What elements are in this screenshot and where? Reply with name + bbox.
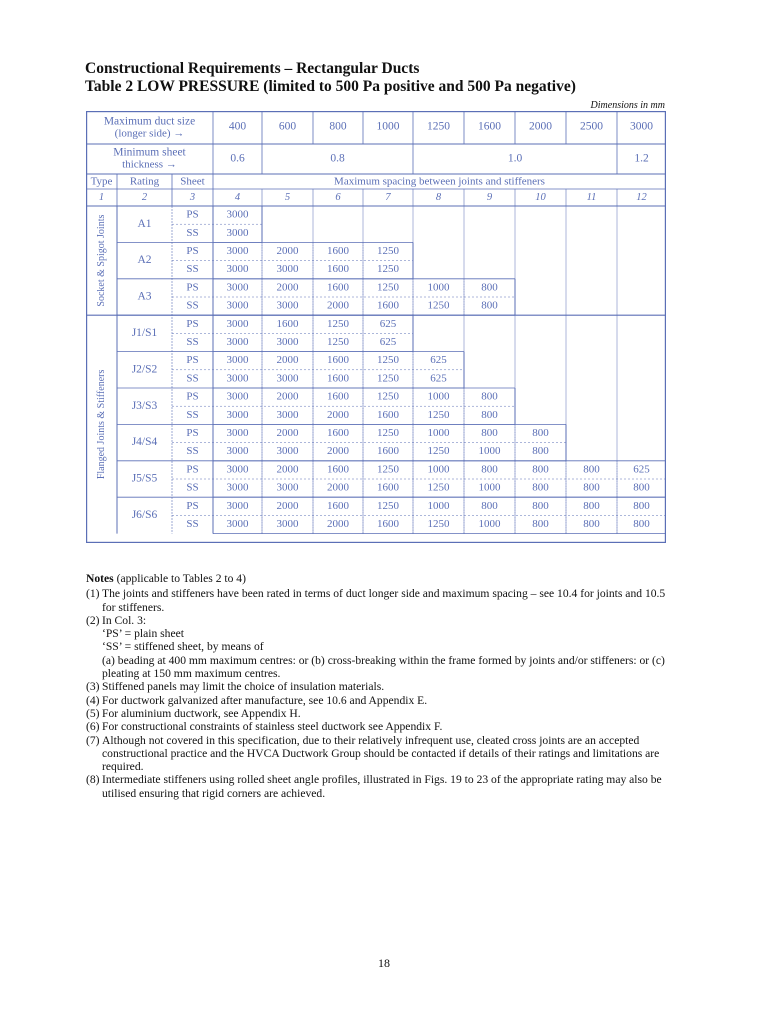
rating-label: A3	[137, 290, 152, 303]
spacing-value-cell: 3000	[226, 445, 249, 458]
sheet-type-cell: SS	[186, 263, 199, 276]
sheet-type-cell: PS	[186, 354, 199, 367]
spacing-value-cell: 800	[532, 499, 549, 512]
notes-list	[86, 587, 666, 800]
spacing-value-cell: 1600	[327, 463, 349, 476]
duct-size-header: 600	[278, 120, 297, 133]
spacing-value-cell: 3000	[276, 336, 299, 349]
note-item	[86, 734, 666, 774]
spacing-value-cell: 3000	[226, 481, 249, 494]
spacing-value-cell: 1000	[427, 499, 450, 512]
note-number: (5)	[86, 706, 100, 720]
spacing-value-cell: 1600	[276, 317, 299, 330]
spacing-value-cell: 3000	[226, 226, 249, 239]
spacing-value-cell: 1000	[427, 390, 450, 403]
notes-heading-bold: Notes	[86, 572, 114, 585]
rating-label: J6/S6	[131, 509, 158, 522]
rating-header: Rating	[129, 175, 160, 188]
spacing-value-cell: 3000	[276, 408, 299, 421]
sheet-type-cell: SS	[186, 226, 199, 239]
rating-label: J4/S4	[131, 436, 158, 449]
dimensions-note: Dimensions in mm	[590, 100, 665, 111]
column-number: 2	[141, 191, 148, 203]
spacing-value-cell: 1250	[377, 372, 399, 385]
spacing-value-cell: 2000	[327, 299, 349, 312]
note-item	[86, 694, 666, 707]
spacing-value-cell: 3000	[276, 445, 299, 458]
spacing-value-cell: 3000	[276, 299, 299, 312]
note-text	[102, 614, 666, 680]
notes-heading-rest: (applicable to Tables 2 to 4)	[113, 572, 246, 585]
sheet-thickness-value: 1.0	[507, 152, 523, 165]
spacing-value-cell: 1250	[327, 336, 349, 349]
table-svg	[86, 111, 666, 543]
spacing-value-cell: 800	[532, 518, 549, 531]
spacing-value-cell: 1250	[427, 445, 450, 458]
spacing-value-cell: 800	[532, 463, 549, 476]
note-line: The joints and stiffeners have been rated in terms of duct longer side and maximum spacing – see 10.4 for joints and 10.5 for stiffeners.	[102, 587, 666, 614]
spacing-value-cell: 800	[633, 481, 650, 494]
spacing-value-cell: 3000	[226, 390, 249, 403]
spacing-value-cell: 800	[481, 281, 498, 294]
note-text	[102, 587, 666, 614]
spacing-value-cell: 3000	[226, 518, 249, 531]
column-number: 9	[486, 191, 493, 203]
spacing-value-cell: 1000	[478, 445, 501, 458]
spacing-header: Maximum spacing between joints and stiffeners	[334, 175, 545, 188]
note-item	[86, 720, 666, 733]
duct-requirements-table	[86, 111, 666, 543]
spacing-value-cell: 1600	[377, 408, 399, 421]
column-number: 5	[284, 191, 291, 203]
column-number: 11	[586, 191, 597, 203]
note-item	[86, 773, 666, 800]
spacing-value-cell: 1600	[327, 245, 349, 258]
sheet-type-cell: SS	[186, 372, 199, 385]
joint-type-label: Flanged Joints & Stiffeners	[95, 369, 107, 480]
spacing-value-cell: 1250	[377, 354, 399, 367]
column-number: 7	[385, 191, 391, 203]
note-line: ‘SS’ = stiffened sheet, by means of	[102, 640, 264, 654]
sheet-type-cell: PS	[186, 317, 199, 330]
notes-section	[86, 572, 666, 800]
column-number: 1	[98, 191, 105, 203]
note-line: For ductwork galvanized after manufacture, see 10.6 and Appendix E.	[102, 693, 428, 707]
sheet-thickness-value: 1.2	[634, 152, 649, 165]
spacing-value-cell: 625	[430, 372, 447, 385]
spacing-value-cell: 3000	[226, 427, 249, 440]
column-number: 4	[234, 191, 241, 203]
spacing-value-cell: 800	[481, 408, 498, 421]
page-title	[85, 60, 576, 96]
spacing-value-cell: 2000	[276, 245, 299, 258]
sheet-thickness-value: 0.6	[230, 152, 245, 165]
spacing-value-cell: 800	[583, 481, 600, 494]
max-duct-size-sub: (longer side) →	[114, 127, 185, 140]
duct-size-header: 2500	[580, 120, 603, 133]
note-text	[102, 680, 666, 693]
spacing-value-cell: 1250	[377, 245, 399, 258]
duct-size-header: 400	[228, 120, 247, 133]
duct-size-header: 2000	[529, 120, 552, 133]
spacing-value-cell: 2000	[276, 463, 299, 476]
note-number: (2)	[86, 613, 100, 627]
spacing-value-cell: 625	[633, 463, 650, 476]
sheet-type-cell: SS	[186, 299, 199, 312]
spacing-value-cell: 3000	[226, 299, 249, 312]
spacing-value-cell: 1600	[327, 427, 349, 440]
spacing-value-cell: 1600	[327, 354, 349, 367]
duct-size-header: 3000	[630, 120, 653, 133]
sheet-type-cell: SS	[186, 445, 199, 458]
column-number: 8	[435, 191, 442, 203]
note-number: (1)	[86, 587, 100, 601]
spacing-value-cell: 2000	[276, 499, 299, 512]
note-line: In Col. 3:	[102, 613, 147, 627]
spacing-value-cell: 800	[633, 518, 650, 531]
note-line: For aluminium ductwork, see Appendix H.	[102, 706, 301, 720]
spacing-value-cell: 800	[481, 427, 498, 440]
spacing-value-cell: 3000	[226, 499, 249, 512]
note-text	[102, 694, 666, 707]
spacing-value-cell: 3000	[226, 245, 249, 258]
note-line: Intermediate stiffeners using rolled sheet angle profiles, illustrated in Figs. 19 to 23 of the appropriate rating may also be utilised ensuring that rigid corners are achieved.	[102, 773, 662, 800]
duct-size-header: 1600	[478, 120, 501, 133]
spacing-value-cell: 2000	[327, 481, 349, 494]
spacing-value-cell: 3000	[226, 372, 249, 385]
spacing-value-cell: 2000	[276, 281, 299, 294]
sheet-type-cell: PS	[186, 427, 199, 440]
spacing-value-cell: 3000	[276, 518, 299, 531]
spacing-value-cell: 3000	[226, 463, 249, 476]
note-item	[86, 707, 666, 720]
spacing-value-cell: 3000	[276, 263, 299, 276]
spacing-value-cell: 1250	[377, 390, 399, 403]
sheet-type-cell: PS	[186, 390, 199, 403]
note-text	[102, 707, 666, 720]
sheet-type-cell: PS	[186, 245, 199, 258]
spacing-value-cell: 800	[583, 463, 600, 476]
note-text	[102, 720, 666, 733]
note-item	[86, 614, 666, 680]
spacing-value-cell: 2000	[327, 445, 349, 458]
spacing-value-cell: 2000	[327, 518, 349, 531]
spacing-value-cell: 3000	[226, 408, 249, 421]
sheet-thickness-value: 0.8	[330, 152, 345, 165]
spacing-value-cell: 1600	[377, 445, 399, 458]
note-line: Stiffened panels may limit the choice of insulation materials.	[102, 680, 385, 694]
note-number: (7)	[86, 733, 100, 747]
sheet-header: Sheet	[180, 175, 205, 188]
note-line: Although not covered in this specification, due to their relatively infrequent use, cleated cross joints are an accepted constructional practice and the HVCA Ductwork Group should be contacted if details of their ratings and limitations are required.	[102, 733, 660, 774]
spacing-value-cell: 800	[532, 481, 549, 494]
spacing-value-cell: 800	[481, 390, 498, 403]
note-item	[86, 587, 666, 614]
duct-size-header: 1250	[427, 120, 450, 133]
note-number: (4)	[86, 693, 100, 707]
note-line: For constructional constraints of stainless steel ductwork see Appendix F.	[102, 720, 443, 734]
spacing-value-cell: 625	[430, 354, 447, 367]
spacing-value-cell: 1000	[427, 427, 450, 440]
column-number: 3	[189, 191, 196, 203]
spacing-value-cell: 800	[481, 499, 498, 512]
spacing-value-cell: 1000	[427, 463, 450, 476]
note-number: (8)	[86, 773, 100, 787]
spacing-value-cell: 1600	[377, 481, 399, 494]
spacing-value-cell: 3000	[276, 372, 299, 385]
min-sheet-label: Minimum sheet	[113, 146, 186, 159]
note-item	[86, 680, 666, 693]
spacing-value-cell: 3000	[276, 481, 299, 494]
spacing-value-cell: 1250	[377, 499, 399, 512]
spacing-value-cell: 800	[583, 499, 600, 512]
rating-label: A1	[137, 217, 152, 230]
spacing-value-cell: 800	[481, 299, 498, 312]
note-line: (a) beading at 400 mm maximum centres: or (b) cross-breaking within the frame formed by joints and/or stiffeners: or (c) pleating at 150 mm maximum centres.	[102, 653, 665, 681]
spacing-value-cell: 800	[633, 499, 650, 512]
spacing-value-cell: 1250	[427, 299, 450, 312]
max-duct-size-label: Maximum duct size	[103, 115, 196, 128]
spacing-value-cell: 800	[583, 518, 600, 531]
spacing-value-cell: 1000	[427, 281, 450, 294]
spacing-value-cell: 625	[379, 336, 397, 349]
rating-label: J5/S5	[131, 472, 158, 485]
spacing-value-cell: 2000	[327, 408, 349, 421]
spacing-value-cell: 2000	[276, 354, 299, 367]
spacing-value-cell: 1250	[377, 281, 399, 294]
sheet-type-cell: SS	[186, 336, 199, 349]
note-number: (6)	[86, 720, 100, 734]
duct-size-header: 1000	[376, 120, 400, 133]
spacing-value-cell: 1600	[327, 499, 349, 512]
title-line-1: Constructional Requirements – Rectangular Ducts	[85, 60, 420, 77]
spacing-value-cell: 3000	[226, 263, 249, 276]
spacing-value-cell: 2000	[276, 427, 299, 440]
duct-size-header: 800	[329, 120, 347, 133]
column-number: 6	[335, 191, 341, 203]
rating-label: A2	[137, 254, 152, 267]
min-sheet-sub: thickness →	[122, 158, 177, 171]
spacing-value-cell: 3000	[226, 208, 249, 221]
note-number: (3)	[86, 680, 100, 694]
notes-heading	[86, 572, 666, 585]
sheet-type-cell: PS	[186, 463, 199, 476]
spacing-value-cell: 1600	[327, 390, 349, 403]
spacing-value-cell: 800	[481, 463, 498, 476]
sheet-type-cell: SS	[186, 408, 199, 421]
spacing-value-cell: 3000	[226, 317, 249, 330]
spacing-value-cell: 1000	[478, 518, 501, 531]
spacing-value-cell: 1600	[327, 263, 349, 276]
sheet-type-cell: PS	[186, 499, 199, 512]
sheet-type-cell: PS	[186, 208, 199, 221]
rating-label: J2/S2	[131, 363, 158, 376]
sheet-type-cell: PS	[186, 281, 199, 294]
spacing-value-cell: 625	[379, 317, 397, 330]
title-line-2: Table 2 LOW PRESSURE (limited to 500 Pa positive and 500 Pa negative)	[85, 78, 576, 95]
column-number: 12	[636, 191, 647, 203]
sheet-type-cell: SS	[186, 481, 199, 494]
rating-label: J3/S3	[131, 399, 158, 412]
spacing-value-cell: 3000	[226, 281, 249, 294]
spacing-value-cell: 3000	[226, 354, 249, 367]
spacing-value-cell: 1600	[327, 281, 349, 294]
spacing-value-cell: 1250	[327, 317, 349, 330]
spacing-value-cell: 1600	[377, 518, 399, 531]
spacing-value-cell: 1250	[427, 518, 450, 531]
spacing-value-cell: 1250	[427, 408, 450, 421]
note-text	[102, 734, 666, 774]
spacing-value-cell: 1250	[377, 463, 399, 476]
sheet-type-cell: SS	[186, 518, 199, 531]
spacing-value-cell: 1250	[377, 263, 399, 276]
page-number: 18	[378, 956, 390, 970]
spacing-value-cell: 800	[532, 445, 549, 458]
rating-label: J1/S1	[131, 327, 158, 340]
spacing-value-cell: 1000	[478, 481, 501, 494]
spacing-value-cell: 2000	[276, 390, 299, 403]
spacing-value-cell: 800	[532, 427, 549, 440]
note-line: ‘PS’ = plain sheet	[102, 627, 184, 641]
joint-type-label: Socket & Spigot Joints	[95, 214, 107, 307]
column-number: 10	[535, 191, 546, 203]
spacing-value-cell: 1250	[427, 481, 450, 494]
type-header: Type	[90, 175, 113, 188]
spacing-value-cell: 1600	[327, 372, 349, 385]
spacing-value-cell: 1600	[377, 299, 399, 312]
spacing-value-cell: 1250	[377, 427, 399, 440]
spacing-value-cell: 3000	[226, 336, 249, 349]
note-text	[102, 773, 666, 800]
